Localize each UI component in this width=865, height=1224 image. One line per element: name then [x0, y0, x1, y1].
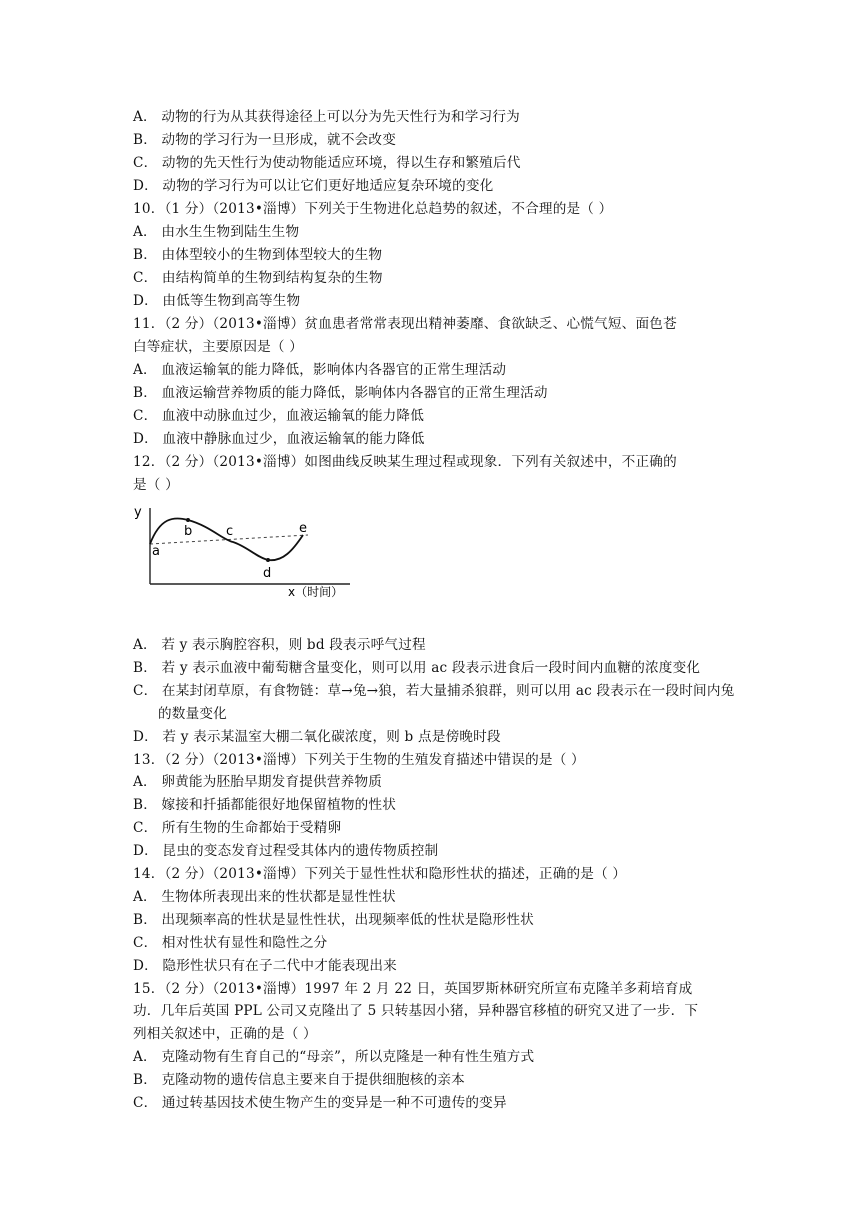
y-axis-label: y [134, 505, 142, 520]
point-c-label: c [226, 524, 234, 539]
text-line: C． 通过转基因技术使生物产生的变异是一种不可遗传的变异 [133, 1095, 507, 1111]
text-line: C． 所有生物的生命都始于受精卵 [133, 820, 342, 837]
text-line: C． 动物的先天性行为使动物能适应环境，得以生存和繁殖后代 [133, 155, 521, 171]
text-line: C． 由结构简单的生物到结构复杂的生物 [133, 270, 383, 286]
text-line: A． 卵黄能为胚胎早期发育提供营养物质 [133, 774, 383, 791]
text-line: C． 相对性状有显性和隐性之分 [133, 934, 328, 951]
text-line: B． 动物的学习行为一旦形成，就不会改变 [133, 132, 396, 148]
text-line: B． 由体型较小的生物到体型较大的生物 [133, 247, 383, 263]
text-line: A． 若 y 表示胸腔容积，则 bd 段表示呼气过程 [133, 637, 426, 653]
text-line: B． 若 y 表示血液中葡萄糖含量变化，则可以用 ac 段表示进食后一段时间内血糖的浓度变化 [133, 659, 701, 676]
text-line: 功．几年后英国 PPL 公司又克隆出了 5 只转基因小猪，异种器官移植的研究又进了一步．下 [133, 1003, 699, 1020]
text-line: 12．（2 分）（2013•淄博）如图曲线反映某生理过程或现象．下列有关叙述中，不正确的 [133, 454, 677, 470]
text-line: B． 克隆动物的遗传信息主要来自于提供细胞核的亲本 [133, 1072, 465, 1089]
text-line: 14．（2 分）（2013•淄博）下列关于显性性状和隐形性状的描述，正确的是（ ） [133, 866, 627, 882]
text-line: D． 血液中静脉血过少，血液运输氧的能力降低 [133, 431, 425, 447]
text-line: A． 克隆动物有生育自己的“母亲”，所以克隆是一种有性生殖方式 [133, 1049, 535, 1066]
text-line: 白等症状，主要原因是（ ） [133, 339, 304, 355]
text-line: 列相关叙述中，正确的是（ ） [133, 1026, 317, 1043]
point-a-label: a [152, 544, 160, 559]
text-line: A． 血液运输氧的能力降低，影响体内各器官的正常生理活动 [133, 362, 507, 378]
x-axis-label: x（时间） [288, 585, 344, 599]
text-line: 13．（2 分）（2013•淄博）下列关于生物的生殖发育描述中错误的是（ ） [133, 751, 585, 768]
text-line: A． 由水生生物到陆生生物 [133, 224, 300, 240]
text-line: A． 动物的行为从其获得途径上可以分为先天性行为和学习行为 [133, 109, 520, 125]
text-line: 11．（2 分）（2013•淄博）贫血患者常常表现出精神萎靡、食欲缺乏、心慌气短、面色苍 [133, 316, 677, 332]
text-line: B． 嫁接和扦插都能很好地保留植物的性状 [133, 797, 396, 814]
text-line: B． 出现频率高的性状是显性性状，出现频率低的性状是隐形性状 [133, 911, 534, 928]
text-line: D． 隐形性状只有在子二代中才能表现出来 [133, 957, 397, 974]
point-b-label: b [184, 524, 193, 539]
point-b-dot [186, 518, 190, 522]
point-e-label: e [299, 521, 307, 536]
text-line: 15．（2 分）（2013•淄博）1997 年 2 月 22 日，英国罗斯林研究所宣布克隆羊多莉培育成 [133, 980, 693, 997]
curve-figure [128, 500, 368, 605]
point-d-label: d [263, 566, 272, 581]
text-line: D． 若 y 表示某温室大棚二氧化碳浓度，则 b 点是傍晚时段 [133, 728, 501, 745]
text-line: 10．（1 分）（2013•淄博）下列关于生物进化总趋势的叙述，不合理的是（ ） [133, 201, 613, 217]
text-line: 是（ ） [133, 477, 179, 493]
text-line: C． 血液中动脉血过少，血液运输氧的能力降低 [133, 408, 424, 424]
curve-chart [128, 500, 368, 605]
text-line: A． 生物体所表现出来的性状都是显性性状 [133, 888, 396, 905]
point-d-dot [266, 558, 270, 562]
text-line: D． 昆虫的变态发育过程受其体内的遗传物质控制 [133, 843, 439, 860]
text-line: D． 由低等生物到高等生物 [133, 293, 301, 309]
text-line: B． 血液运输营养物质的能力降低，影响体内各器官的正常生理活动 [133, 385, 548, 401]
text-line: 的数量变化 [158, 705, 227, 722]
text-line: C． 在某封闭草原，有食物链：草→兔→狼，若大量捕杀狼群，则可以用 ac 段表示在一段时间内兔 [133, 682, 735, 699]
text-line: D． 动物的学习行为可以让它们更好地适应复杂环境的变化 [133, 178, 494, 194]
